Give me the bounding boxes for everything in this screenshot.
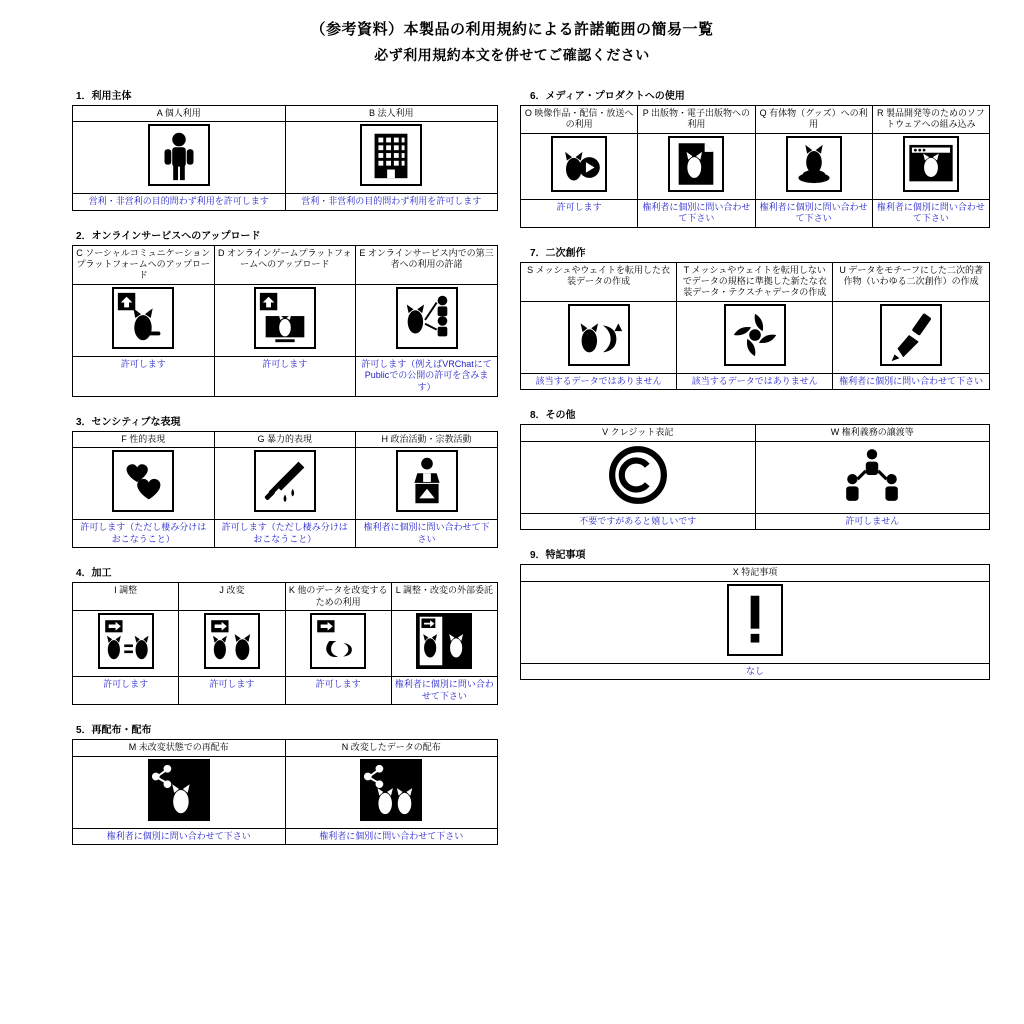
cell-header-A: A 個人利用 xyxy=(73,106,286,122)
mesh-reuse-icon xyxy=(568,304,630,366)
cell-icon-W xyxy=(755,441,990,513)
icon-row xyxy=(73,610,498,676)
cell-header-N: N 改変したデータの配布 xyxy=(285,740,498,756)
cell-icon-F xyxy=(73,448,215,520)
cell-note-L: 権利者に個別に問い合わせて下さい xyxy=(391,676,497,704)
podium-speaker-icon xyxy=(396,450,458,512)
cell-header-J: J 改変 xyxy=(179,583,285,611)
left-column xyxy=(28,87,498,861)
section-1-table xyxy=(72,105,498,211)
cell-header-U: U データをモチーフにした二次的著作物（いわゆる二次創作）の作成 xyxy=(833,262,990,301)
cell-icon-J xyxy=(179,610,285,676)
new-costume-icon xyxy=(724,304,786,366)
title-line-1: （参考資料）本製品の利用規約による許諾範囲の簡易一覧 xyxy=(310,21,714,38)
section-1-title: 1．利用主体 xyxy=(76,91,132,102)
section-8-table xyxy=(520,424,990,530)
cell-note-H: 権利者に個別に問い合わせて下さい xyxy=(356,520,498,548)
note-row xyxy=(521,663,990,680)
cell-header-S: S メッシュやウェイトを転用した衣装データの作成 xyxy=(521,262,677,301)
section-3 xyxy=(28,413,498,549)
icon-row xyxy=(73,756,498,828)
goods-figure-icon xyxy=(786,136,842,192)
section-4-table xyxy=(72,582,498,705)
cell-icon-D xyxy=(214,284,356,356)
section-5-title: 5．再配布・配布 xyxy=(76,725,152,737)
cell-icon-V xyxy=(521,441,756,513)
cell-note-W: 許可しません xyxy=(755,513,990,530)
cell-header-D: D オンラインゲームプラットフォームへのアップロード xyxy=(214,245,356,284)
cell-note-E: 許可します（例えばVRChatにてPublicでの公開の許可を含みます） xyxy=(356,356,498,396)
cell-icon-E xyxy=(356,284,498,356)
icon-row xyxy=(73,122,498,194)
cell-note-Q: 権利者に個別に問い合わせて下さい xyxy=(755,199,872,227)
brush-icon xyxy=(880,304,942,366)
building-icon xyxy=(360,124,422,186)
section-9 xyxy=(520,546,990,680)
cell-icon-N xyxy=(285,756,498,828)
note-row xyxy=(521,513,990,530)
cell-icon-X xyxy=(521,581,990,663)
document-title xyxy=(28,18,996,65)
section-9-title: 9．特記事項 xyxy=(530,550,586,562)
section-2-table xyxy=(72,245,498,397)
upload-game-icon xyxy=(254,287,316,349)
section-6-table xyxy=(520,105,990,228)
section-8 xyxy=(520,406,990,530)
cell-note-M: 権利者に個別に問い合わせて下さい xyxy=(73,828,286,845)
cell-icon-I xyxy=(73,610,179,676)
section-8-title: 8．その他 xyxy=(530,410,576,422)
cell-note-G: 許可します（ただし棲み分けはおこなうこと） xyxy=(214,520,356,548)
header-row xyxy=(73,245,498,284)
cell-icon-T xyxy=(677,301,833,373)
cell-note-T: 該当するデータではありません xyxy=(677,373,833,390)
icon-row xyxy=(521,581,990,663)
header-row xyxy=(521,262,990,301)
section-6 xyxy=(520,87,990,228)
redistribute-icon xyxy=(148,759,210,821)
cell-header-W: W 権利義務の譲渡等 xyxy=(755,425,990,441)
section-4 xyxy=(28,564,498,705)
section-2 xyxy=(28,227,498,397)
note-row xyxy=(73,520,498,548)
cell-header-E: E オンラインサービス内での第三者への利用の許諾 xyxy=(356,245,498,284)
cell-note-O: 許可します xyxy=(521,199,638,227)
outsource-icon xyxy=(416,613,472,669)
icon-row xyxy=(521,133,990,199)
right-column xyxy=(520,87,990,696)
note-row xyxy=(521,199,990,227)
title-line-2: 必ず利用規約本文を併せてご確認ください xyxy=(374,47,650,63)
cell-note-C: 許可します xyxy=(73,356,215,396)
cell-note-S: 該当するデータではありません xyxy=(521,373,677,390)
section-5 xyxy=(28,721,498,845)
knife-icon xyxy=(254,450,316,512)
cell-header-K: K 他のデータを改変するための利用 xyxy=(285,583,391,611)
content-columns xyxy=(28,87,996,861)
transfer-people-icon xyxy=(841,444,903,506)
cell-icon-O xyxy=(521,133,638,199)
cell-header-T: T メッシュやウェイトを転用しないでデータの規格に準拠した新たな衣装データ・テクスチャデータの作成 xyxy=(677,262,833,301)
section-3-title: 3．センシティブな表現 xyxy=(76,416,181,428)
person-icon xyxy=(148,124,210,186)
share-users-icon xyxy=(396,287,458,349)
section-7-table xyxy=(520,262,990,390)
cell-icon-A xyxy=(73,122,286,194)
cell-note-N: 権利者に個別に問い合わせて下さい xyxy=(285,828,498,845)
copyright-icon xyxy=(607,444,669,506)
cell-header-I: I 調整 xyxy=(73,583,179,611)
cell-icon-C xyxy=(73,284,215,356)
header-row xyxy=(73,431,498,447)
note-row xyxy=(73,356,498,396)
cell-icon-R xyxy=(872,133,989,199)
cell-icon-H xyxy=(356,448,498,520)
cell-icon-K xyxy=(285,610,391,676)
section-7 xyxy=(520,244,990,390)
header-row xyxy=(521,425,990,441)
upload-avatar-icon xyxy=(112,287,174,349)
hearts-icon xyxy=(112,450,174,512)
header-row xyxy=(521,565,990,581)
exclamation-icon xyxy=(727,584,783,656)
cell-icon-G xyxy=(214,448,356,520)
section-2-title: 2．オンラインサービスへのアップロード xyxy=(76,230,261,242)
cell-note-R: 権利者に個別に問い合わせて下さい xyxy=(872,199,989,227)
cell-header-P: P 出版物・電子出版物への利用 xyxy=(638,106,755,134)
cell-header-V: V クレジット表記 xyxy=(521,425,756,441)
cell-header-C: C ソーシャルコミュニケーションプラットフォームへのアップロード xyxy=(73,245,215,284)
video-play-icon xyxy=(551,136,607,192)
cell-note-U: 権利者に個別に問い合わせて下さい xyxy=(833,373,990,390)
cell-header-F: F 性的表現 xyxy=(73,431,215,447)
cell-header-H: H 政治活動・宗教活動 xyxy=(356,431,498,447)
reuse-part-icon xyxy=(310,613,366,669)
icon-row xyxy=(73,448,498,520)
cell-note-X: なし xyxy=(521,663,990,680)
cell-note-P: 権利者に個別に問い合わせて下さい xyxy=(638,199,755,227)
icon-row xyxy=(73,284,498,356)
header-row xyxy=(73,106,498,122)
modify-icon xyxy=(204,613,260,669)
section-9-table xyxy=(520,564,990,680)
section-7-title: 7．二次創作 xyxy=(530,247,586,259)
adjust-equal-icon xyxy=(98,613,154,669)
section-1 xyxy=(28,87,498,211)
note-row xyxy=(521,373,990,390)
cell-icon-U xyxy=(833,301,990,373)
cell-icon-Q xyxy=(755,133,872,199)
software-window-icon xyxy=(903,136,959,192)
cell-header-X: X 特記事項 xyxy=(521,565,990,581)
cell-note-A: 営利・非営利の目的問わず利用を許可します xyxy=(73,194,286,211)
note-row xyxy=(73,676,498,704)
cell-icon-M xyxy=(73,756,286,828)
note-row xyxy=(73,194,498,211)
cell-icon-L xyxy=(391,610,497,676)
cell-header-B: B 法人利用 xyxy=(285,106,498,122)
cell-icon-P xyxy=(638,133,755,199)
book-page-icon xyxy=(668,136,724,192)
cell-header-Q: Q 有体物（グッズ）への利用 xyxy=(755,106,872,134)
cell-note-B: 営利・非営利の目的問わず利用を許可します xyxy=(285,194,498,211)
section-6-title: 6．メディア・プロダクトへの使用 xyxy=(530,91,685,102)
section-5-table xyxy=(72,739,498,845)
cell-header-O: O 映像作品・配信・放送への利用 xyxy=(521,106,638,134)
cell-note-D: 許可します xyxy=(214,356,356,396)
cell-note-V: 不要ですがあると嬉しいです xyxy=(521,513,756,530)
section-3-table xyxy=(72,431,498,549)
cell-header-M: M 未改変状態での再配布 xyxy=(73,740,286,756)
header-row xyxy=(73,740,498,756)
icon-row xyxy=(521,301,990,373)
cell-header-L: L 調整・改変の外部委託 xyxy=(391,583,497,611)
cell-icon-B xyxy=(285,122,498,194)
icon-row xyxy=(521,441,990,513)
header-row xyxy=(521,106,990,134)
note-row xyxy=(73,828,498,845)
cell-header-G: G 暴力的表現 xyxy=(214,431,356,447)
cell-header-R: R 製品開発等のためのソフトウェアへの組み込み xyxy=(872,106,989,134)
cell-icon-S xyxy=(521,301,677,373)
cell-note-F: 許可します（ただし棲み分けはおこなうこと） xyxy=(73,520,215,548)
cell-note-I: 許可します xyxy=(73,676,179,704)
header-row xyxy=(73,583,498,611)
cell-note-K: 許可します xyxy=(285,676,391,704)
redistribute-modified-icon xyxy=(360,759,422,821)
cell-note-J: 許可します xyxy=(179,676,285,704)
section-4-title: 4．加工 xyxy=(76,568,112,580)
